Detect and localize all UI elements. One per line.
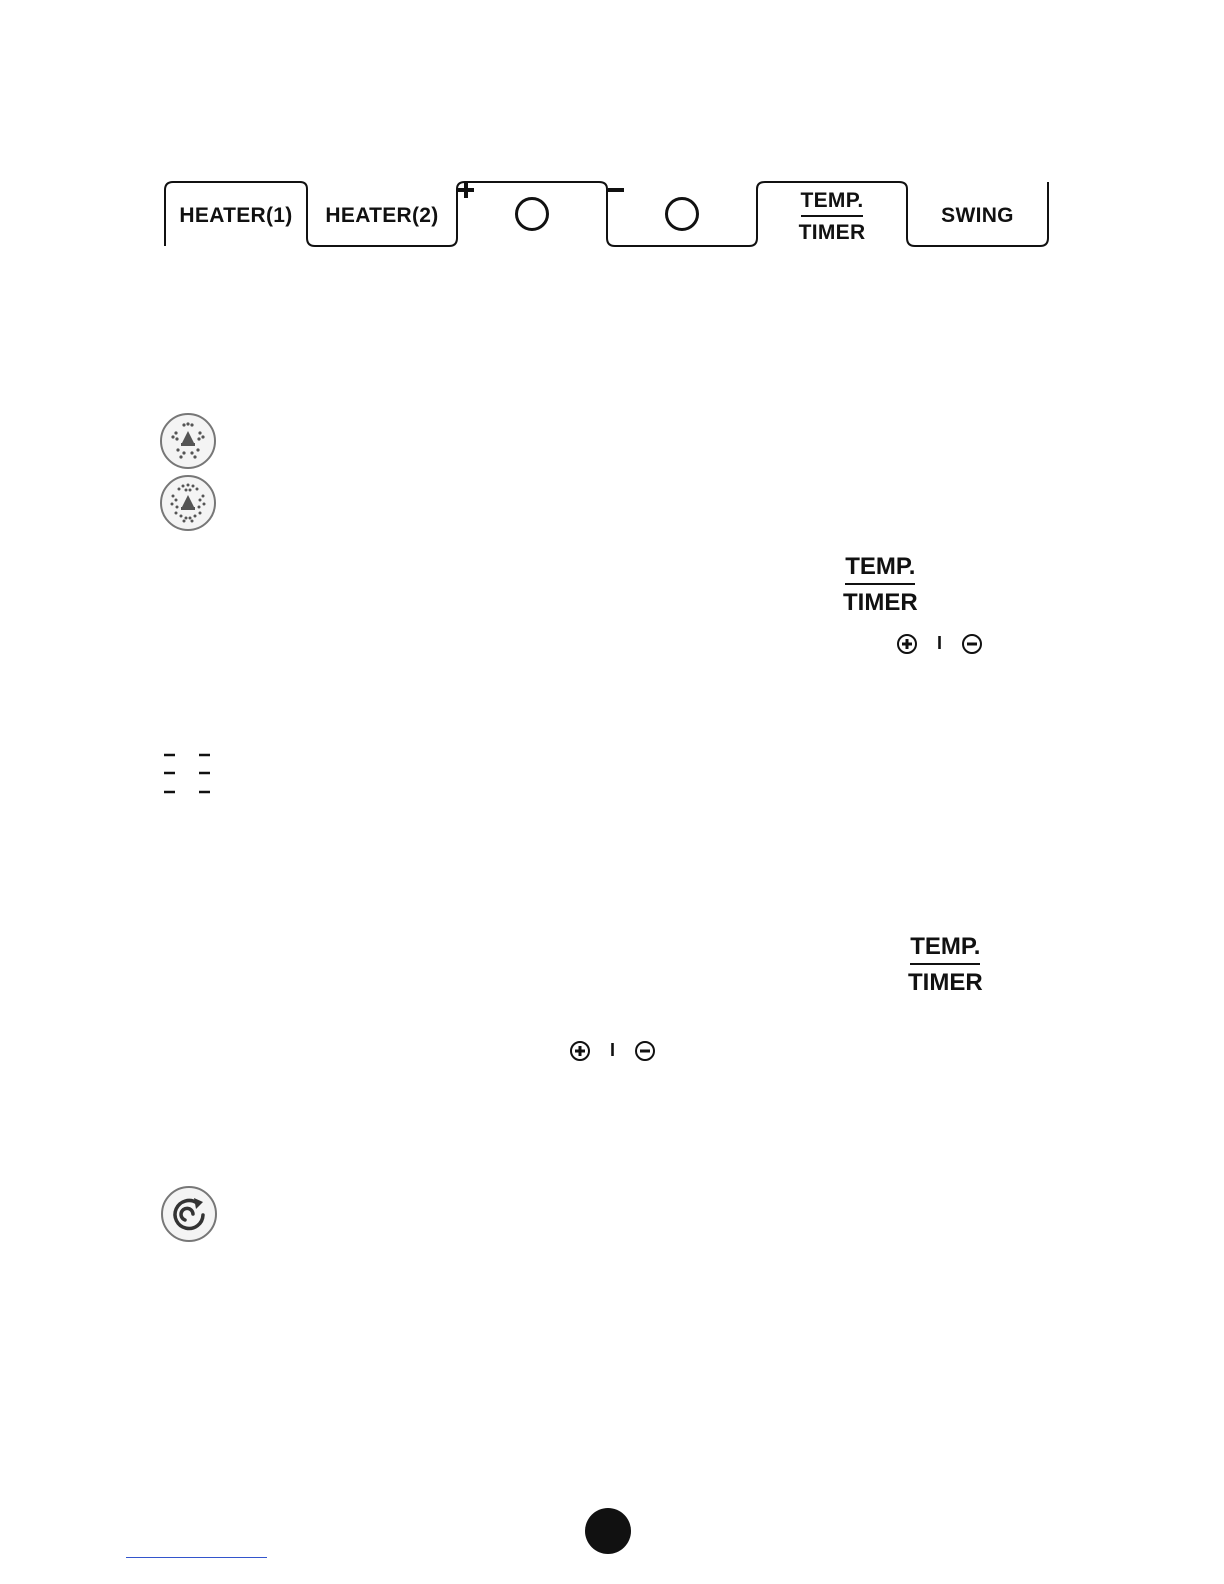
heater-1-label: HEATER(1) — [179, 204, 293, 227]
plus-minus-mark-1 — [897, 633, 982, 654]
plus-circle-icon — [897, 634, 917, 654]
display-placeholder-icon — [163, 752, 213, 798]
minus-circle-icon — [665, 197, 699, 231]
temp-timer-mark-1-bottom: TIMER — [843, 589, 918, 616]
minus-circle-icon — [962, 634, 982, 654]
separator-1: I — [937, 633, 943, 653]
heater-one-indicator-icon — [160, 413, 216, 469]
plus-button[interactable] — [457, 181, 607, 247]
heater-2-button[interactable] — [307, 183, 457, 249]
temp-timer-mark-1 — [843, 555, 918, 615]
swing-label: SWING — [941, 204, 1014, 227]
separator-2: I — [610, 1040, 616, 1060]
plus-circle-icon — [570, 1041, 590, 1061]
swing-button[interactable] — [907, 183, 1048, 249]
minus-circle-icon — [635, 1041, 655, 1061]
heater-1-button[interactable] — [165, 183, 307, 249]
temp-timer-mark-2-bottom: TIMER — [908, 969, 983, 996]
temp-timer-mark-2 — [908, 935, 983, 995]
swing-indicator-icon — [161, 1186, 217, 1242]
plus-minus-mark-2 — [570, 1040, 655, 1061]
timer-label: TIMER — [798, 220, 866, 244]
heater-2-label: HEATER(2) — [325, 204, 439, 227]
temp-label: TEMP. — [801, 190, 864, 217]
temp-timer-mark-2-top: TEMP. — [910, 935, 980, 965]
minus-button[interactable] — [607, 181, 757, 247]
plus-circle-icon — [515, 197, 549, 231]
control-panel — [160, 178, 1055, 254]
temp-timer-button[interactable] — [757, 183, 907, 249]
footer-link-underline — [126, 1557, 267, 1558]
heater-two-indicator-icon — [160, 475, 216, 531]
temp-timer-mark-1-top: TEMP. — [845, 555, 915, 585]
page-number-dot — [585, 1508, 631, 1554]
